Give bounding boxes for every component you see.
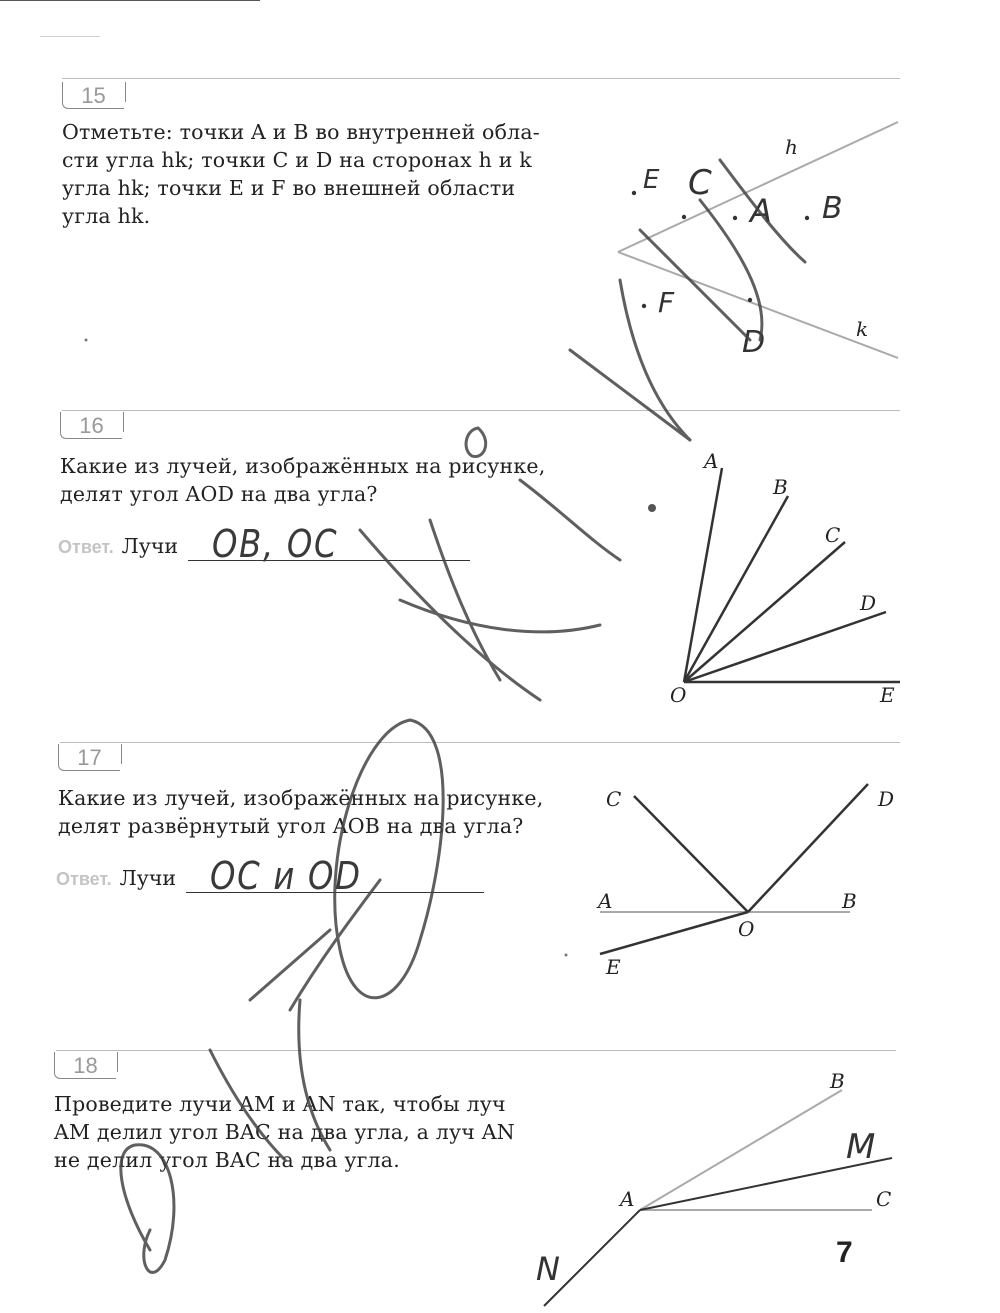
task-18-divider bbox=[56, 1050, 896, 1051]
task-15-text: Отметьте: точки A и B во внутренней обла- сти угла hk; точки C и D на сторонах h и k угла hk; точки E и F во внешней области угла hk. bbox=[62, 120, 540, 228]
ray-oe bbox=[600, 912, 748, 954]
top-corner-rule bbox=[0, 0, 260, 1]
task-17-text: Какие из лучей, изображённых на рисунке, делят развёрнутый угол AOB на два угла? bbox=[58, 786, 544, 838]
point-a-dot bbox=[733, 216, 737, 220]
ray-h bbox=[618, 122, 898, 252]
label-c: C bbox=[876, 1187, 892, 1211]
task-18-text: Проведите лучи AM и AN так, чтобы луч AM делил угол BAC на два угла, а луч AN не делил угол BAC на два угла. bbox=[54, 1092, 515, 1172]
page-number: 7 bbox=[836, 1236, 853, 1269]
mark-e: E bbox=[643, 165, 660, 195]
task-15-divider bbox=[62, 78, 900, 79]
label-a: A bbox=[598, 889, 613, 913]
point-b-dot bbox=[805, 216, 809, 220]
task-18-figure bbox=[520, 1060, 910, 1310]
stray-dot-1 bbox=[85, 339, 88, 342]
scrawl-n bbox=[250, 880, 380, 1010]
label-e: E bbox=[880, 683, 895, 707]
label-o: O bbox=[738, 917, 755, 941]
task-17-handwritten-answer: OC и OD bbox=[210, 854, 362, 898]
label-a: A bbox=[704, 450, 719, 473]
rays-word: Лучи bbox=[119, 866, 177, 890]
label-a: A bbox=[620, 1187, 635, 1211]
point-e-dot bbox=[632, 191, 636, 195]
label-d: D bbox=[860, 591, 877, 615]
label-o: O bbox=[670, 683, 687, 707]
task-16-text: Какие из лучей, изображённых на рисунке, делят угол AOD на два угла? bbox=[60, 454, 546, 506]
ray-ab bbox=[640, 1090, 842, 1210]
label-b: B bbox=[830, 1069, 845, 1093]
rays-word: Лучи bbox=[121, 534, 179, 558]
mark-a: A bbox=[750, 192, 772, 230]
label-b: B bbox=[773, 475, 788, 499]
mark-n: N bbox=[536, 1250, 560, 1288]
mark-m: M bbox=[846, 1127, 876, 1167]
ray-k-label: k bbox=[856, 317, 869, 341]
task-18-number: 18 bbox=[54, 1052, 116, 1079]
mark-d: D bbox=[742, 325, 766, 360]
task-15-number: 15 bbox=[62, 82, 124, 109]
ray-od bbox=[684, 612, 886, 682]
answer-line bbox=[186, 854, 484, 898]
task-17-figure bbox=[590, 776, 910, 986]
label-e: E bbox=[606, 955, 621, 979]
label-d: D bbox=[878, 787, 895, 811]
point-d-dot bbox=[748, 298, 752, 302]
mark-f: F bbox=[658, 286, 675, 319]
point-c-dot bbox=[682, 215, 686, 219]
label-b: B bbox=[842, 889, 857, 913]
point-f-dot bbox=[642, 304, 646, 308]
mark-c: C bbox=[688, 163, 712, 203]
answer-label: Ответ. bbox=[58, 537, 114, 557]
task-16-divider bbox=[62, 410, 900, 411]
task-16-answer bbox=[58, 522, 470, 566]
task-15-figure bbox=[560, 100, 920, 380]
mark-b: B bbox=[822, 191, 843, 226]
task-17-number: 17 bbox=[58, 744, 120, 771]
label-c: C bbox=[606, 787, 622, 811]
task-16-handwritten-answer: OB, OC bbox=[212, 522, 339, 566]
label-c: C bbox=[825, 523, 841, 547]
stray-dot-2 bbox=[565, 954, 568, 957]
task-17-divider bbox=[60, 742, 900, 743]
ray-oc bbox=[684, 542, 845, 682]
ray-h-label: h bbox=[785, 135, 798, 159]
top-corner-rule-2 bbox=[40, 36, 100, 37]
answer-label: Ответ. bbox=[56, 869, 112, 889]
ray-oc bbox=[634, 796, 748, 912]
scrawl-dot bbox=[648, 504, 656, 512]
task-16-figure bbox=[660, 450, 910, 710]
answer-line bbox=[188, 522, 470, 566]
task-17-answer bbox=[56, 854, 484, 898]
task-16-number: 16 bbox=[60, 412, 122, 439]
